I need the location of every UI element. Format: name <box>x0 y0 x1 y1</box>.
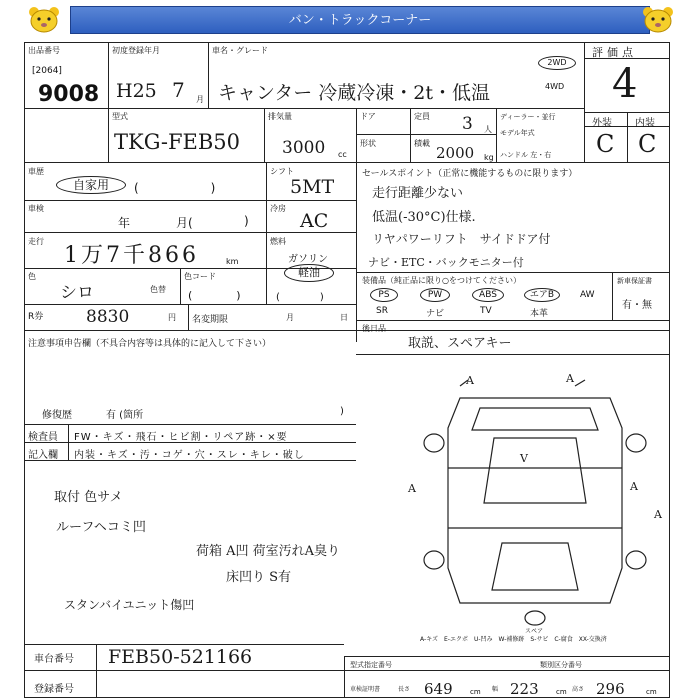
transfer-day: 日 <box>340 313 348 322</box>
width-label: 幅 <box>492 686 499 693</box>
extras-label: 後日品 <box>362 324 386 333</box>
reg-era: H25 <box>116 80 157 102</box>
fuel-label: 燃料 <box>270 237 286 246</box>
color-value: シロ <box>60 283 94 303</box>
exterior-label: 外装 <box>592 118 612 129</box>
registration-label: 登録番号 <box>34 684 74 695</box>
mileage-unit: km <box>226 257 239 266</box>
sales-point: 低温(-30°C)仕様. <box>372 210 476 225</box>
reg-month-unit: 月 <box>196 95 204 104</box>
fuel-paren: ( ) <box>276 292 324 303</box>
chassis-number: FEB50-521166 <box>108 646 253 668</box>
load: 2000 <box>436 144 475 162</box>
height-value: 296 <box>596 680 625 698</box>
equip-tv: TV <box>480 306 492 316</box>
shift-label: シフト <box>270 167 294 176</box>
model-year-label: モデル年式 <box>500 129 535 137</box>
handwritten-note: 荷箱 A凹 荷室汚れA臭り <box>196 544 341 559</box>
rear-box-outline <box>492 543 578 590</box>
length-unit: cm <box>470 688 481 696</box>
warranty-value: 有・無 <box>622 300 652 311</box>
equip-navi: ナビ <box>426 309 445 319</box>
handwritten-note: 取付 色サメ <box>54 490 123 505</box>
equip-aw: AW <box>580 290 595 300</box>
damage-mark: V <box>520 452 528 465</box>
equip-leather: 本革 <box>530 309 549 319</box>
inspector-label: 検査員 <box>28 432 58 443</box>
type-number-label: 型式指定番号 <box>350 661 392 669</box>
load-label: 積載 <box>414 139 430 148</box>
damage-diagram <box>400 368 670 628</box>
transfer-label: 名変期限 <box>192 315 229 325</box>
handwritten-note: 床凹り S有 <box>226 570 292 585</box>
shift-value: 5MT <box>290 176 335 198</box>
displacement-label: 排気量 <box>268 112 292 121</box>
handle-label: ハンドル 左・右 <box>500 151 552 159</box>
damage-legend: A-キズ E-エクボ U-凹み W-補修跡 S-サビ C-腐食 XX-交換済 <box>420 636 607 643</box>
mascot-right-icon <box>640 4 676 34</box>
warranty-label: 新車保証書 <box>617 277 652 285</box>
inspection-close: ) <box>244 214 249 228</box>
score-value: 4 <box>612 61 638 107</box>
equip-abs: ABS <box>472 288 504 302</box>
model-label: 型式 <box>112 112 128 121</box>
extras-value: 取説、スペアキー <box>408 336 512 351</box>
door-label: ドア <box>360 112 376 121</box>
recycle-unit: 円 <box>168 313 176 322</box>
reg-label: 初度登録年月 <box>112 46 160 55</box>
displacement-unit: cc <box>338 150 347 159</box>
sales-point: リヤパワーリフト サイドドア付 <box>372 232 551 246</box>
recycle-label: R券 <box>28 312 44 322</box>
damage-mark: A <box>408 482 416 495</box>
history-paren: ( ) <box>134 181 216 195</box>
score-label: 評価点 <box>592 46 637 59</box>
reg-month: 7 <box>172 78 185 102</box>
load-unit: kg <box>484 153 494 162</box>
inspection-year: 年 <box>118 216 131 230</box>
lot-number: 9008 <box>38 82 100 107</box>
ac-label: 冷房 <box>270 204 286 213</box>
inspector-row2: 内装・キズ・汚・コゲ・穴・スレ・キレ・破し <box>74 450 305 461</box>
cert-label: 車検証明書 <box>350 686 381 693</box>
lot-sub: [2064] <box>32 66 62 76</box>
inspector-row1: FW・キズ・飛石・ヒビ割・リペア跡・×要 <box>74 432 288 443</box>
chassis-label: 車台番号 <box>34 654 74 665</box>
cab-roof-outline <box>472 408 598 430</box>
equip-pw: PW <box>420 288 450 302</box>
capacity-label: 定員 <box>414 112 430 121</box>
page-title: バン・トラックコーナー <box>70 6 650 34</box>
fuel-diesel: 軽油 <box>284 264 334 282</box>
width-value: 223 <box>510 680 539 698</box>
transfer-month: 月 <box>286 313 294 322</box>
length-value: 649 <box>424 680 453 698</box>
color-code-label: 色コード <box>184 272 216 281</box>
model-code: TKG-FEB50 <box>114 130 241 154</box>
shape-label: 形状 <box>360 139 376 148</box>
equip-ps: PS <box>370 288 398 302</box>
handwritten-note: スタンバイユニット傷凹 <box>64 598 195 612</box>
color-label: 色 <box>28 272 36 281</box>
interior-label: 内装 <box>635 118 655 129</box>
name-label: 車名・グレード <box>212 46 268 55</box>
repair-close: ) <box>340 406 344 417</box>
category-number-label: 類別区分番号 <box>540 661 582 669</box>
height-unit: cm <box>646 688 657 696</box>
drive-4wd: 4WD <box>545 82 565 91</box>
history-value: 自家用 <box>56 176 126 194</box>
inspection-label: 車検 <box>28 204 44 213</box>
mileage-value: 1万7千866 <box>64 243 199 268</box>
damage-mark: A <box>566 372 574 385</box>
color-code-paren: ( ) <box>188 289 241 302</box>
lot-label: 出品番号 <box>28 46 60 55</box>
height-label: 高さ <box>572 686 585 693</box>
recycle-value: 8830 <box>86 307 130 327</box>
dealer-label: ディーラー・並行 <box>500 113 556 121</box>
length-label: 長さ <box>398 686 411 693</box>
fuel-gas: ガソリン <box>288 254 328 265</box>
displacement: 3000 <box>282 138 326 158</box>
color-change-label: 色替 <box>150 285 166 294</box>
repair-label: 修復歴 <box>42 410 72 421</box>
cab-outline <box>484 438 586 503</box>
damage-mark: A <box>630 480 638 493</box>
car-body-outline <box>448 398 622 603</box>
sales-point: 走行距離少ない <box>372 186 464 201</box>
inspector-label: 記入欄 <box>28 450 58 461</box>
interior-score: C <box>638 130 657 158</box>
equip-sr: SR <box>376 306 388 316</box>
capacity-unit: 人 <box>484 125 492 134</box>
spare-label: スペア <box>525 628 544 635</box>
sales-point: ナビ・ETC・バックモニター付 <box>368 256 524 269</box>
equipment-label: 装備品（純正品に限り○をつけてください） <box>362 276 521 285</box>
vehicle-name: キャンター 冷蔵冷凍・2t・低温 <box>218 82 491 104</box>
mileage-label: 走行 <box>28 237 44 246</box>
width-unit: cm <box>556 688 567 696</box>
repair-value: 有 (箇所 <box>106 410 144 421</box>
exterior-score: C <box>596 130 615 158</box>
mascot-left-icon <box>26 4 62 34</box>
ac-value: AC <box>300 210 329 232</box>
inspection-month: 月( <box>176 216 193 230</box>
damage-mark: A <box>466 374 474 387</box>
handwritten-note: ルーフヘコミ凹 <box>56 520 146 535</box>
drive-2wd: 2WD <box>538 56 576 70</box>
capacity: 3 <box>462 114 473 134</box>
history-label: 車歴 <box>28 167 44 176</box>
notes-label: 注意事項申告欄（不具合内容等は具体的に記入して下さい） <box>28 339 272 349</box>
damage-mark: A <box>654 508 662 521</box>
sales-label: セールスポイント（正常に機能するものに限ります） <box>362 169 578 179</box>
equip-airbag: エアB <box>524 288 560 302</box>
